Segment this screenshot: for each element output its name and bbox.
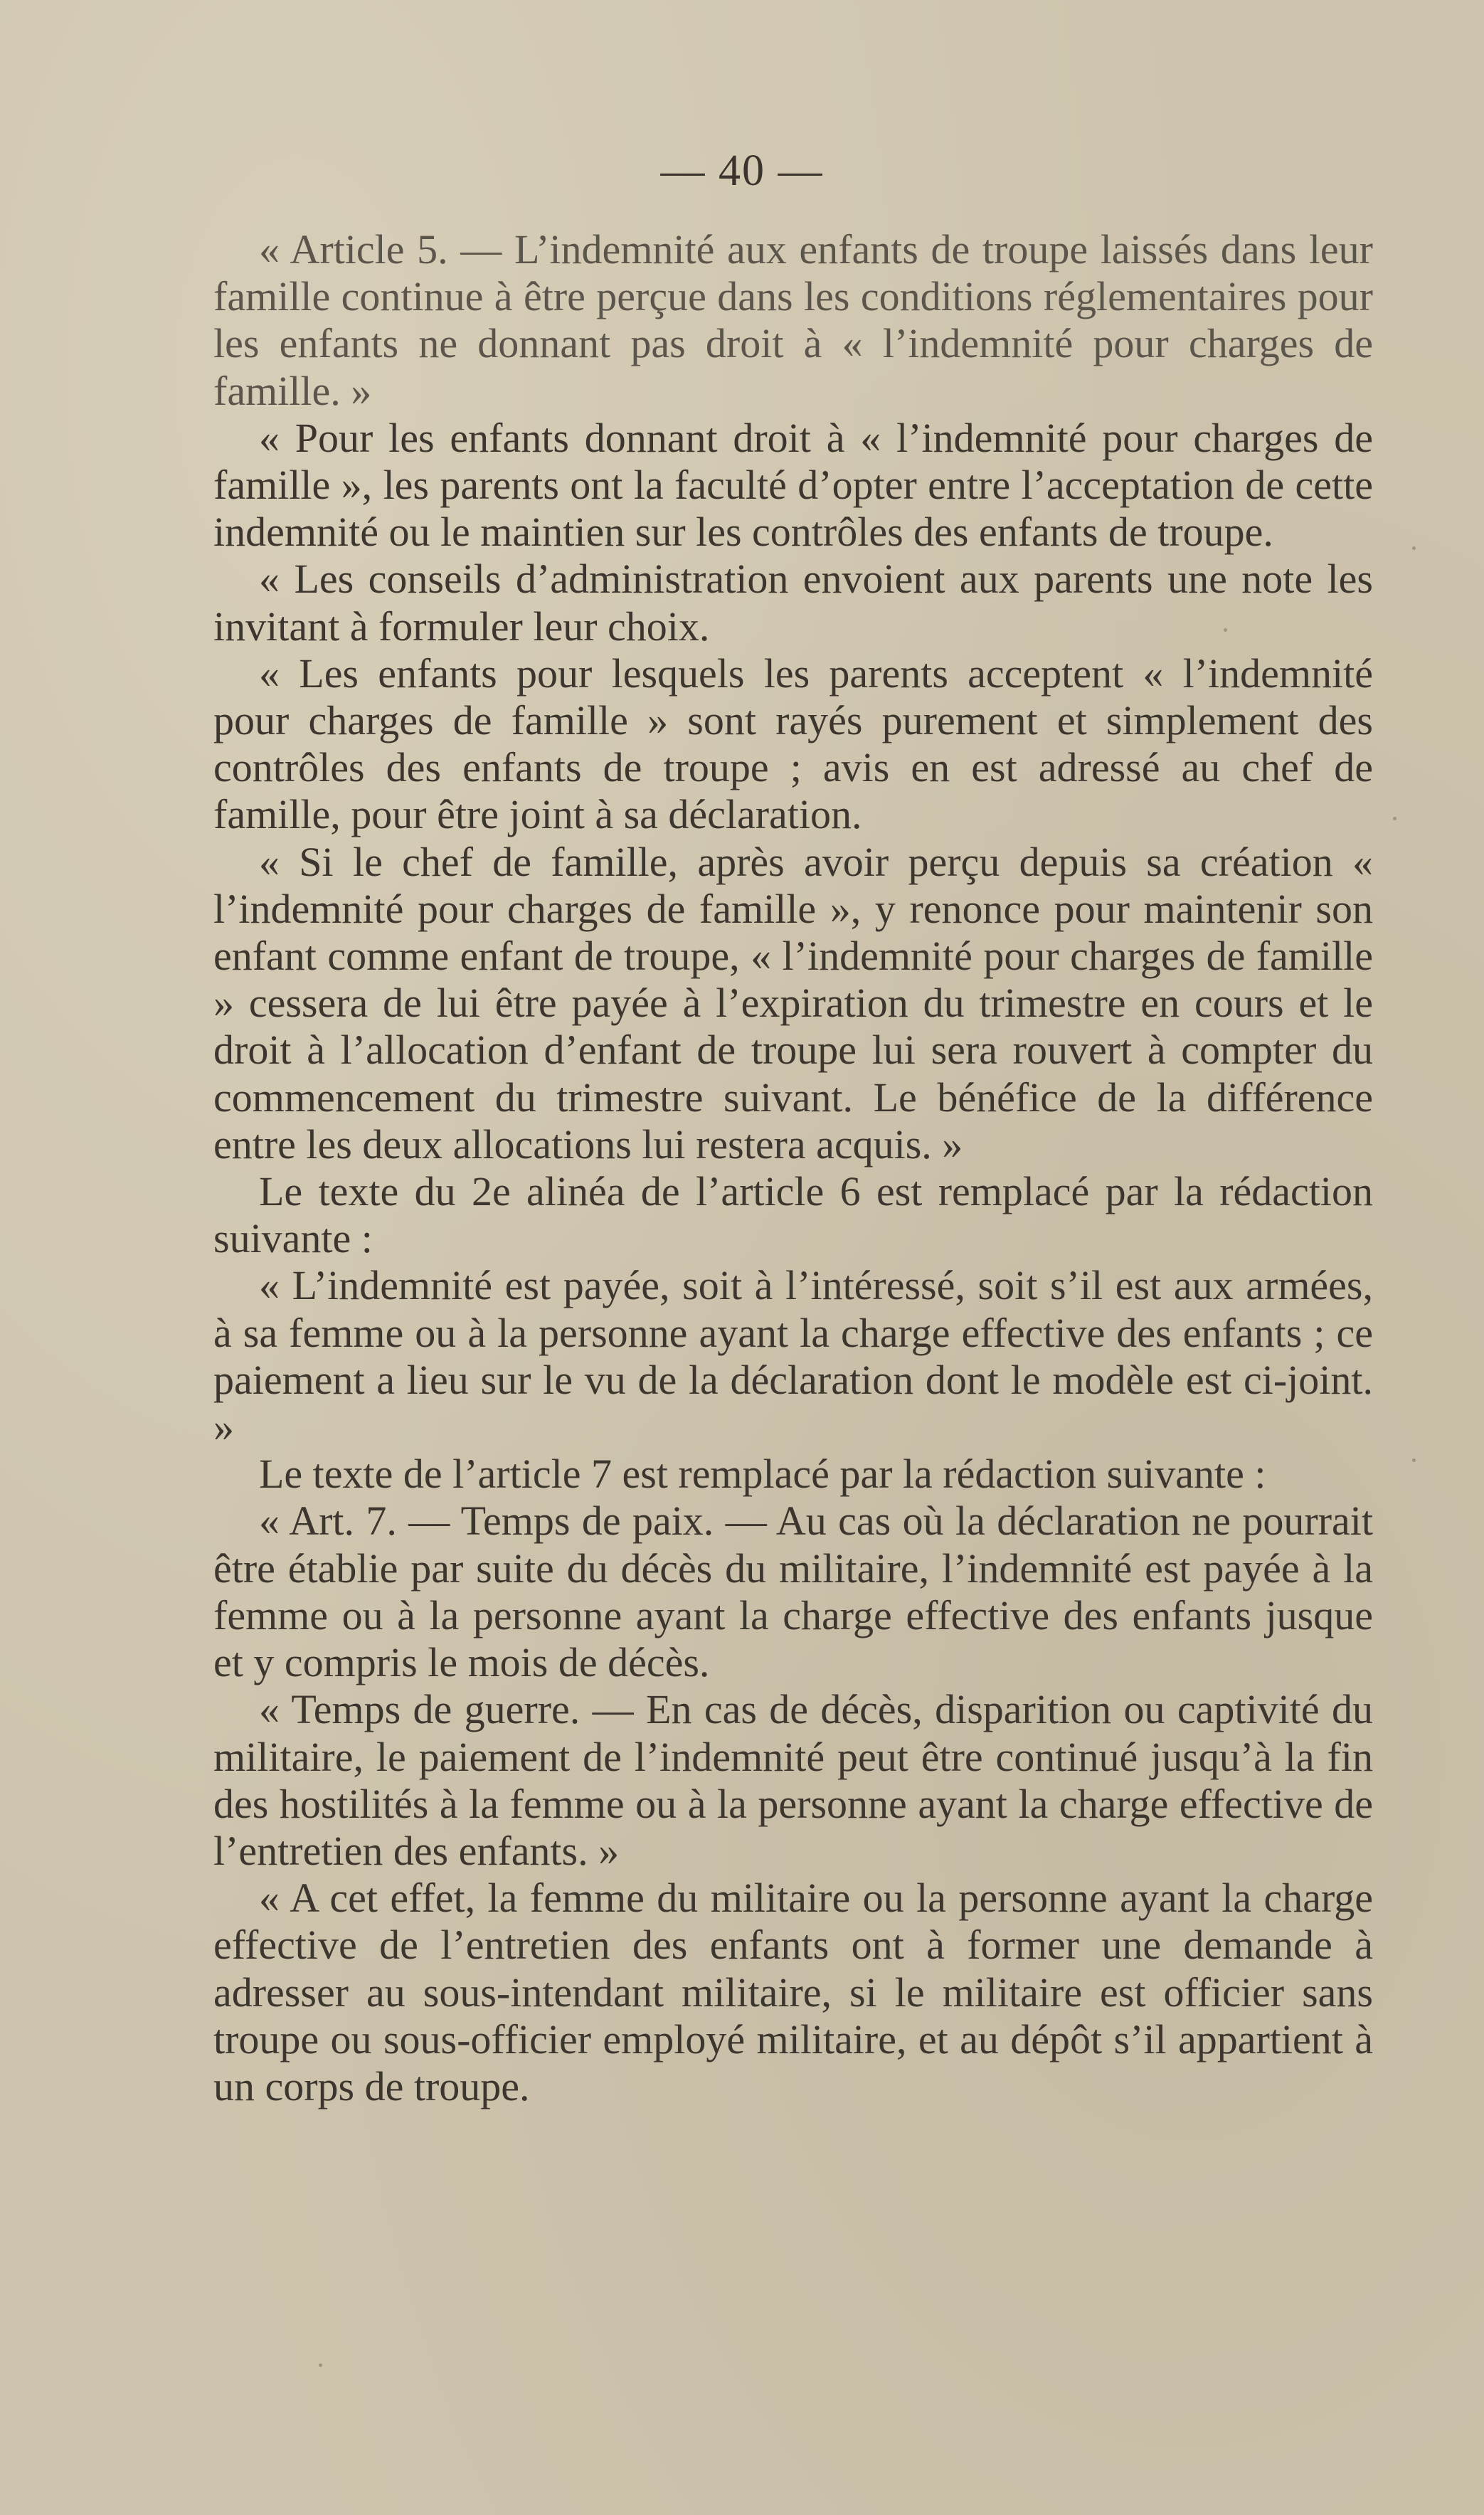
paper-speck — [1412, 546, 1416, 550]
paragraph-enfants-rayes: « Les enfants pour lesquels les parents acceptent « l’indemnité pour charges de famille » sont rayés purement et simplement des contrôles des enfants de troupe ; avis en est adressé au chef de famille, pour être joint à sa déclaration. — [213, 650, 1373, 838]
paragraph-option-choice: « Pour les enfants donnant droit à « l’indemnité pour charges de famille », les parents ont la faculté d’opter entre l’acceptation de cette indemnité ou le maintien sur les contrôles des enfants de troupe. — [213, 414, 1373, 556]
paper-speck — [319, 2363, 322, 2367]
paragraph-temps-de-guerre: « Temps de guerre. — En cas de décès, disparition ou captivité du militaire, le paiement de l’indemnité peut être continué jusqu’à la fin des hostilités à la femme ou à la personne ayant la charge effective de l’entretien des enfants. » — [213, 1686, 1373, 1874]
paragraph-article-6-text: « L’indemnité est payée, soit à l’intéressé, soit s’il est aux armées, à sa femme ou à la personne ayant la charge effective des enfants ; ce paiement a lieu sur le vu de la déclaration dont le modèle est ci-joint. » — [213, 1262, 1373, 1451]
paragraph-a-cet-effet: « A cet effet, la femme du militaire ou la personne ayant la charge effective de l’entretien des enfants ont à former une demande à adresser au sous-intendant militaire, si le militaire est officier sans troupe ou sous-officier employé militaire, et au dépôt s’il appartient à un corps de troupe. — [213, 1875, 1373, 2109]
paragraph-renonciation: « Si le chef de famille, après avoir perçu depuis sa création « l’indemnité pour charges de famille », y renonce pour maintenir son enfant comme enfant de troupe, « l’indemnité pour charges de famille » cessera de lui être payée à l’expiration du trimestre en cours et le droit à l’allocation d’enfant de troupe lui sera rouvert à compter du commencement du trimestre suivant. Le bénéfice de la différence entre les deux allocations lui restera acquis. » — [213, 838, 1373, 1168]
paper-speck — [1224, 628, 1227, 632]
paragraph-article-7-intro: Le texte de l’article 7 est remplacé par la rédaction suivante : — [259, 1451, 1266, 1498]
page-number: — 40 — — [660, 147, 824, 195]
paper-speck — [1412, 1458, 1416, 1462]
paragraph-article-6-intro: Le texte du 2e alinéa de l’article 6 est remplacé par la rédaction suivante : — [213, 1168, 1373, 1262]
paragraph-article-5: « Article 5. — L’indemnité aux enfants de troupe laissés dans leur famille continue à être perçue dans les conditions réglementaires pour les enfants ne donnant pas droit à « l’indemnité pour charges de famille. » — [213, 226, 1373, 414]
body-text — [213, 226, 1373, 2110]
paragraph-conseils-administration: « Les conseils d’administration envoient aux parents une note les invitant à formuler leur choix. — [213, 556, 1373, 650]
paper-speck — [1393, 817, 1396, 820]
paragraph-temps-de-paix: « Art. 7. — Temps de paix. — Au cas où la déclaration ne pourrait être établie par suite du décès du militaire, l’indemnité est payée à la femme ou à la personne ayant la charge effective des enfants jusque et y compris le mois de décès. — [213, 1498, 1373, 1686]
